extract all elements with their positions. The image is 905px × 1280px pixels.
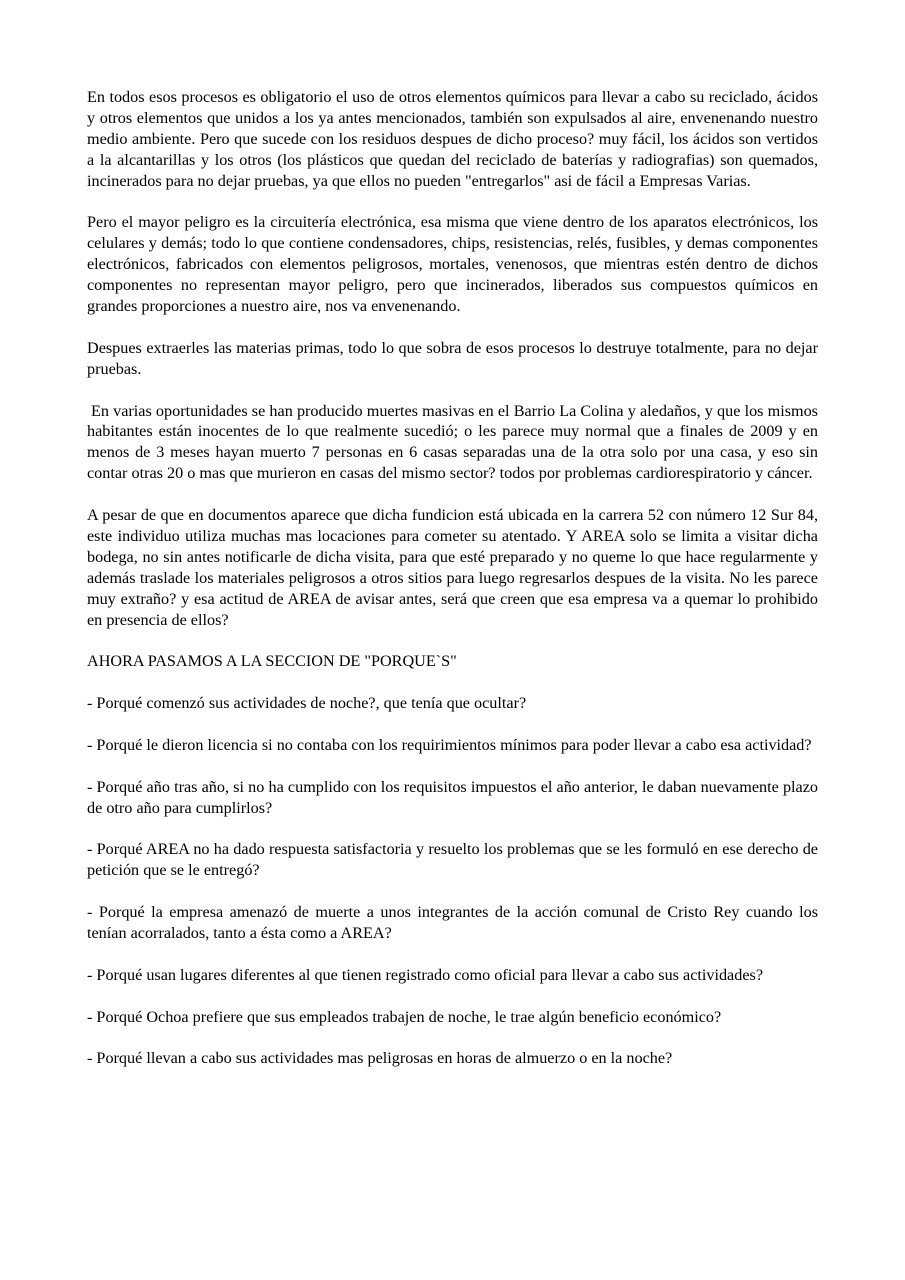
section-heading-porques: AHORA PASAMOS A LA SECCION DE "PORQUE`S" (87, 652, 457, 671)
question-item: - Porqué usan lugares diferentes al que tienen registrado como oficial para llevar a cabo sus actividades? (87, 965, 764, 984)
question-item: - Porqué llevan a cabo sus actividades mas peligrosas en horas de almuerzo o en la noche? (87, 1049, 673, 1068)
paragraph-raw-materials: Despues extraerles las materias primas, todo lo que sobra de esos procesos lo destruye totalmente, para no dejar pruebas. (87, 338, 818, 378)
question-item: - Porqué año tras año, si no ha cumplido con los requisitos impuestos el año anterior, le daban nuevamente plazo de otro año para cumplirlos? (87, 777, 818, 817)
paragraph-massive-deaths: En varias oportunidades se han producido muertes masivas en el Barrio La Colina y aledaños, y que los mismos habitantes están inocentes de lo que realmente sucedió; o les parece muy normal que a finales de 2009 y en menos de 3 meses hayan muerto 7 personas en 6 casas separadas una de la otra solo por una casa, y eso sin contar otras 20 o mas que murieron en casas del mismo sector? todos por problemas cardiorespiratorio y cáncer. (87, 401, 818, 483)
document-page (87, 87, 818, 1090)
question-item: - Porqué Ochoa prefiere que sus empleados trabajen de noche, le trae algún beneficio económico? (87, 1007, 722, 1026)
question-item: - Porqué la empresa amenazó de muerte a unos integrantes de la acción comunal de Cristo Rey cuando los tenían acorralados, tanto a ésta como a AREA? (87, 903, 818, 943)
question-item: - Porqué comenzó sus actividades de noche?, que tenía que ocultar? (87, 694, 527, 713)
question-item: - Porqué le dieron licencia si no contaba con los requirimientos mínimos para poder llevar a cabo esa actividad? (87, 735, 812, 754)
paragraph-electronic-circuitry: Pero el mayor peligro es la circuitería electrónica, esa misma que viene dentro de los aparatos electrónicos, los celulares y demás; todo lo que contiene condensadores, chips, resistencias, relés, fusibles, y demas componentes electrónicos, fabricados con elementos peligrosos, mortales, venenosos, que mientras estén dentro de dichos componentes no representan mayor peligro, pero que incinerados, liberados sus compuestos químicos en grandes proporciones a nuestro aire, nos va envenenando. (87, 213, 818, 316)
question-item: - Porqué AREA no ha dado respuesta satisfactoria y resuelto los problemas que se les formuló en ese derecho de petición que se le entregó? (87, 840, 818, 880)
paragraph-foundry-location: A pesar de que en documentos aparece que dicha fundicion está ubicada en la carrera 52 con número 12 Sur 84, este individuo utiliza muchas mas locaciones para cometer su atentado. Y AREA solo se limita a visitar dicha bodega, no sin antes notificarle de dicha visita, para que esté preparado y no queme lo que hace regularmente y además traslade los materiales peligrosos a otros sitios para luego regresarlos despues de la visita. No les parece muy extraño? y esa actitud de AREA de avisar antes, será que creen que esa empresa va a quemar lo prohibido en presencia de ellos? (87, 506, 818, 629)
paragraph-chemical-processes: En todos esos procesos es obligatorio el uso de otros elementos químicos para llevar a cabo su reciclado, ácidos y otros elementos que unidos a los ya antes mencionados, también son expulsados al aire, envenenando nuestro medio ambiente. Pero que sucede con los residuos despues de dicho proceso? muy fácil, los ácidos son vertidos a la alcantarillas y los otros (los plásticos que quedan del reciclado de baterías y radiografias) son quemados, incinerados para no dejar pruebas, ya que ellos no pueden "entregarlos" asi de fácil a Empresas Varias. (87, 88, 818, 190)
